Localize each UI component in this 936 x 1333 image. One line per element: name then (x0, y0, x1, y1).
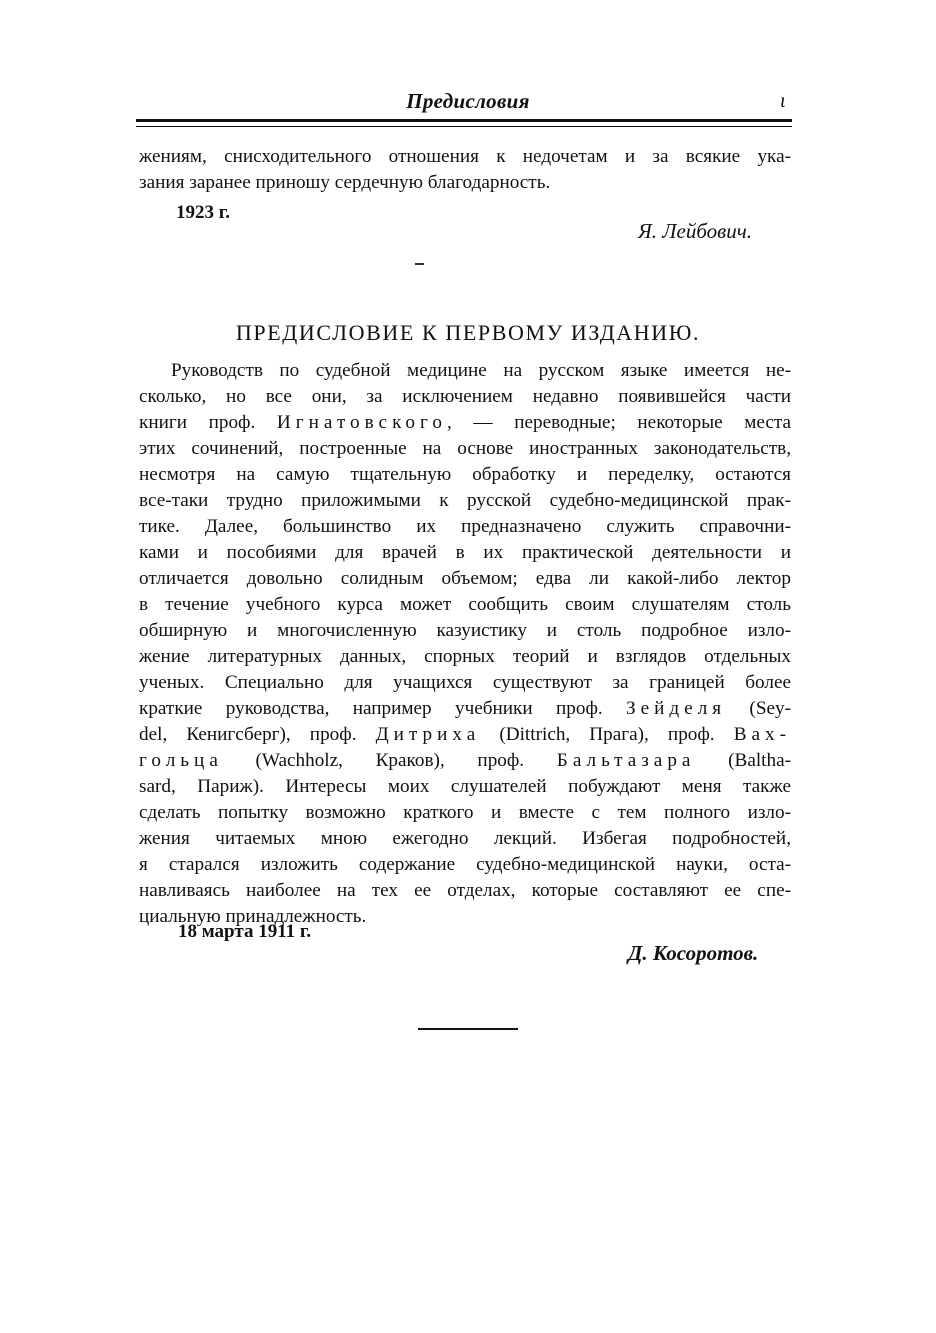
author-name: Дитриха (375, 724, 481, 745)
header-rule-thin (136, 126, 792, 127)
author-name: Игнатовского (276, 412, 448, 433)
body-text: (Wachholz, Краков), проф. (222, 750, 557, 771)
body-text: , — переводные; некоторые места (447, 412, 791, 433)
body-line (139, 410, 791, 436)
header-rule-thick (136, 119, 792, 122)
author-name: гольца (139, 750, 223, 771)
body-line (139, 696, 791, 722)
body-line: несмотря на самую тщательную обработку и переделку, остаются (139, 464, 791, 485)
body-text: (Sey- (726, 698, 791, 719)
body-line: сделать попытку возможно краткого и вместе с тем полного изло- (139, 802, 791, 823)
running-title: Предисловия (406, 89, 530, 113)
body-line: навливаясь наиболее на тех ее отделах, которые составляют ее спе- (139, 880, 791, 901)
prev-preface-line: зания заранее приношу сердечную благодарность. (139, 172, 551, 193)
body-line: все-таки трудно приложимыми к русской судебно-медицинской прак- (139, 490, 791, 511)
body-line (139, 722, 791, 748)
body-text: краткие руководства, например учебники проф. (139, 698, 627, 719)
body-text: (Baltha- (695, 750, 791, 771)
prev-preface-signature: Я. Лейбович. (638, 219, 753, 243)
body-line: жения читаемых мною ежегодно лекций. Избегая подробностей, (139, 828, 791, 849)
body-text: книги проф. (139, 412, 277, 433)
body-line: жение литературных данных, спорных теорий и взглядов отдельных (139, 646, 791, 667)
body-line: циальную принадлежность. (139, 906, 367, 927)
body-line: тике. Далее, большинство их предназначено служить справочни- (139, 516, 791, 537)
preface-signature: Д. Косоротов. (628, 941, 759, 965)
body-line: в течение учебного курса может сообщить своим слушателям столь (139, 594, 791, 615)
prev-preface-line: жениям, снисходительного отношения к недочетам и за всякие ука- (139, 146, 791, 167)
body-line: отличается довольно солидным объемом; едва ли какой-либо лектор (139, 568, 791, 589)
body-line: сколько, но все они, за исключением недавно появившейся части (139, 386, 791, 407)
section-title: ПРЕДИСЛОВИЕ К ПЕРВОМУ ИЗДАНИЮ. (235, 320, 701, 345)
prev-preface-date: 1923 г. (176, 202, 230, 223)
body-line: обширную и многочисленную казуистику и столь подробное изло- (139, 620, 791, 641)
body-line: я старался изложить содержание судебно-медицинской науки, оста- (139, 854, 791, 875)
small-divider (415, 263, 424, 265)
author-name: Зейделя (626, 698, 727, 719)
author-name: Вах- (733, 724, 791, 745)
body-line: ками и пособиями для врачей в их практической деятельности и (139, 542, 791, 563)
body-line (139, 748, 791, 774)
body-line: sard, Париж). Интересы моих слушателей побуждают меня также (139, 776, 791, 797)
body-text: (Dittrich, Прага), проф. (480, 724, 734, 745)
body-line: Руководств по судебной медицине на русском языке имеется не- (171, 360, 791, 381)
body-line: ученых. Специально для учащихся существуют за границей более (139, 672, 791, 693)
body-text: del, Кенигсберг), проф. (139, 724, 376, 745)
body-line: этих сочинений, построенные на основе иностранных законодательств, (139, 438, 791, 459)
end-divider (418, 1028, 518, 1030)
page-number: ι (780, 90, 786, 112)
preface-date: 18 марта 1911 г. (178, 921, 312, 942)
author-name: Бальтазара (556, 750, 696, 771)
